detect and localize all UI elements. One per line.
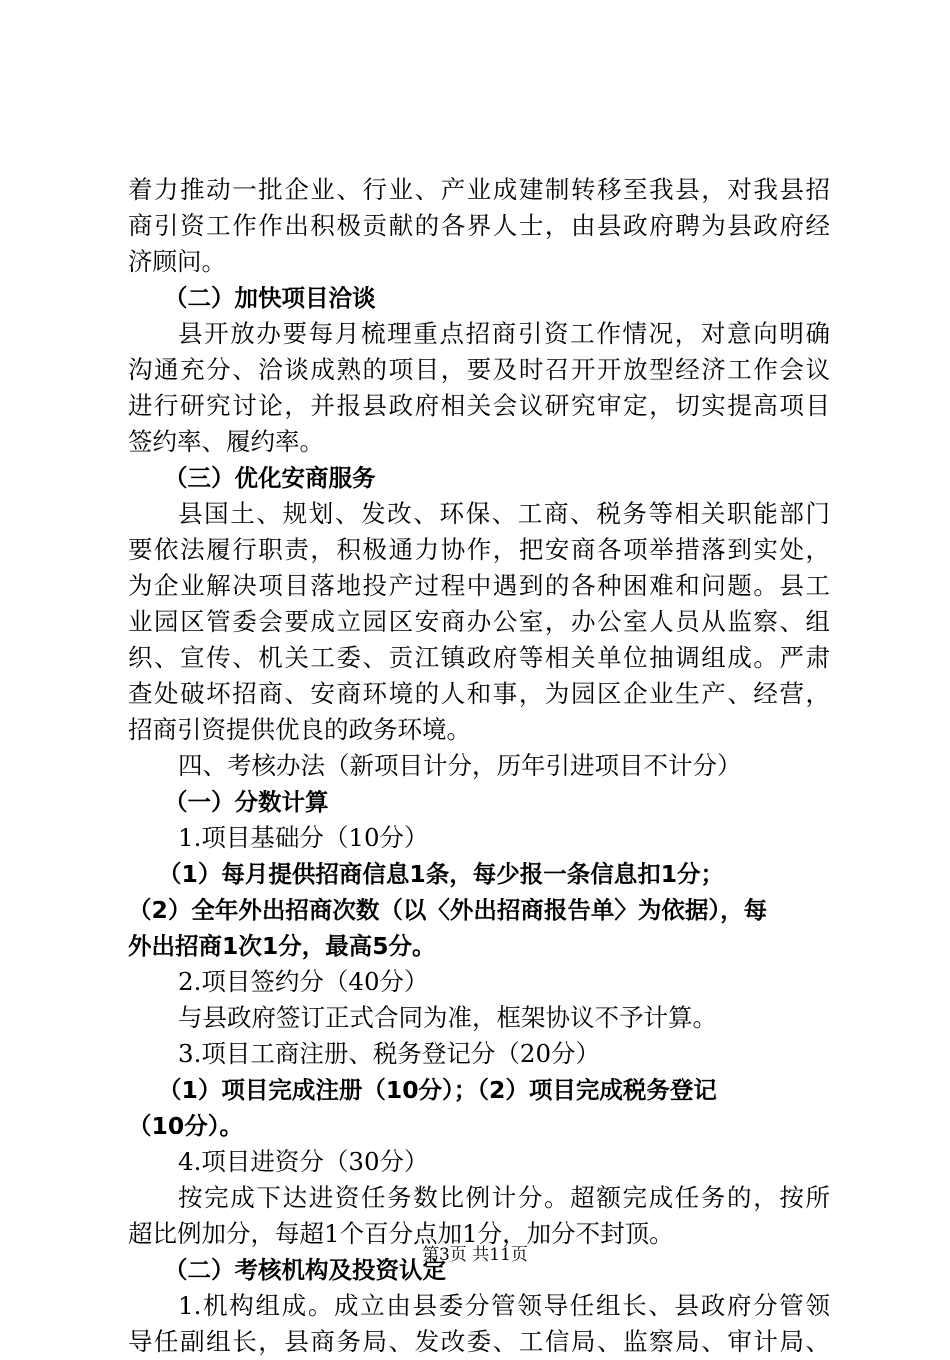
paragraph-line: 签约率、履约率。 bbox=[128, 427, 324, 456]
paragraph-line: （10分）。 bbox=[128, 1112, 243, 1140]
paragraph-line: 导任副组长，县商务局、发改委、工信局、监察局、审计局、 bbox=[128, 1327, 830, 1356]
subsection-heading: （一）分数计算 bbox=[164, 788, 329, 816]
paragraph-line: 超比例加分，每超1个百分点加1分，加分不封顶。 bbox=[128, 1219, 674, 1248]
paragraph-line: 为企业解决项目落地投产过程中遇到的各种困难和问题。县工 bbox=[128, 571, 830, 600]
paragraph-line: 织、宣传、机关工委、贡江镇政府等相关单位抽调组成。严肃 bbox=[128, 643, 830, 672]
paragraph-line: （1）每月提供招商信息1条，每少报一条信息扣1分； bbox=[158, 860, 725, 888]
paragraph-line: 县开放办要每月梳理重点招商引资工作情况，对意向明确 bbox=[178, 319, 830, 348]
item-heading: 2.项目签约分（40分） bbox=[178, 967, 429, 996]
paragraph-line: 招商引资提供优良的政务环境。 bbox=[128, 715, 471, 744]
page-number-footer: 第3页 共11页 bbox=[422, 1245, 528, 1265]
paragraph-line: 县国土、规划、发改、环保、工商、税务等相关职能部门 bbox=[178, 499, 830, 528]
section-heading: （三）优化安商服务 bbox=[164, 464, 376, 492]
subsection-heading: （二）考核机构及投资认定 bbox=[164, 1256, 446, 1284]
paragraph-line: 要依法履行职责，积极通力协作，把安商各项举措落到实处， bbox=[128, 535, 830, 564]
paragraph-line: 按完成下达进资任务数比例计分。超额完成任务的，按所 bbox=[178, 1183, 830, 1212]
paragraph-line: （1）项目完成注册（10分）；（2）项目完成税务登记 bbox=[158, 1076, 717, 1104]
paragraph-line: 进行研究讨论，并报县政府相关会议研究审定，切实提高项目 bbox=[128, 391, 830, 420]
document-body bbox=[128, 172, 830, 1360]
item-heading: 4.项目进资分（30分） bbox=[178, 1147, 429, 1176]
paragraph-line: 济顾问。 bbox=[128, 247, 226, 276]
paragraph-line: 外出招商1次1分，最高5分。 bbox=[128, 932, 436, 960]
section-heading: 四、考核办法（新项目计分，历年引进项目不计分） bbox=[178, 751, 742, 780]
paragraph-line: 业园区管委会要成立园区安商办公室，办公室人员从监察、组 bbox=[128, 607, 830, 636]
item-heading: 1.项目基础分（10分） bbox=[178, 823, 429, 852]
paragraph-line: 与县政府签订正式合同为准，框架协议不予计算。 bbox=[178, 1003, 717, 1032]
paragraph-line: 沟通充分、洽谈成熟的项目，要及时召开开放型经济工作会议 bbox=[128, 355, 830, 384]
paragraph-line: 着力推动一批企业、行业、产业成建制转移至我县，对我县招 bbox=[128, 175, 830, 204]
paragraph-line: 1.机构组成。成立由县委分管领导任组长、县政府分管领 bbox=[178, 1291, 830, 1320]
paragraph-line: （2）全年外出招商次数（以〈外出招商报告单〉为依据），每 bbox=[128, 896, 768, 924]
paragraph-line: 查处破坏招商、安商环境的人和事，为园区企业生产、经营， bbox=[128, 679, 830, 708]
paragraph-line: 商引资工作作出积极贡献的各界人士，由县政府聘为县政府经 bbox=[128, 211, 830, 240]
item-heading: 3.项目工商注册、税务登记分（20分） bbox=[178, 1039, 601, 1068]
section-heading: （二）加快项目洽谈 bbox=[164, 284, 376, 312]
